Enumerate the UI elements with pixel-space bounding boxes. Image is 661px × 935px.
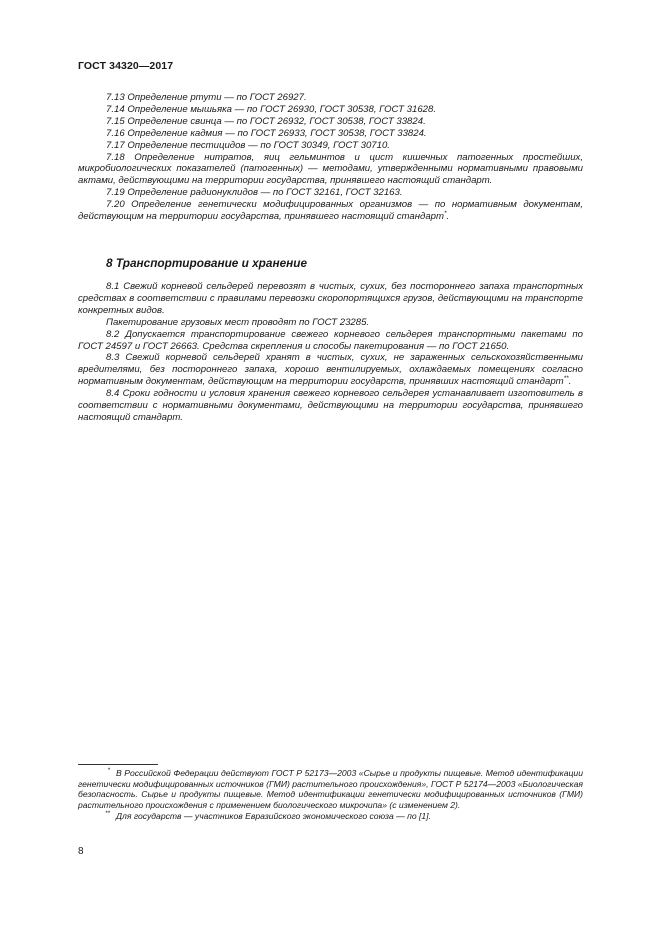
paragraph-8-3 [78,352,583,388]
item-7-17: 7.17 Определение пестицидов — по ГОСТ 30349, ГОСТ 30710. [106,139,390,151]
footnote-ref-1[interactable]: * [443,209,447,217]
footnote-divider [78,764,158,765]
footnote-1: * В Российской Федерации действуют ГОСТ Р 52173—2003 «Сырье и продукты пищевые. Метод идентификации генетически модифицированных источников (ГМИ) растительного происхождения», ГОСТ Р 52174—2003 «Биологическая безопасность. Сырье и продукты пищевые. Метод идентификации генетически модифицированных источников (ГМИ) растительного происхождения с применением биологического микрочипа» (с изменением 2). [78,767,583,811]
item-7-20-tail: . [446,211,450,223]
footnote-2: ** Для государств — участников Евразийского экономического союза — по [1]. [104,809,431,821]
paragraph-8-3-tail: . [568,376,572,388]
item-7-15: 7.15 Определение свинца — по ГОСТ 26932, ГОСТ 30538, ГОСТ 33824. [106,115,426,127]
footnote-2-text: Для государств — участников Евразийского экономического союза — по [1]. [116,810,431,821]
footnotes [78,768,583,822]
footnote-1-text: В Российской Федерации действуют ГОСТ Р 52173—2003 «Сырье и продукты пищевые. Метод идентификации генетически модифицированных источников (ГМИ) растительного происхождения», ГОСТ Р 52174—2003 «Биологическая безопасность. Сырье и продукты пищевые. Метод идентификации генетически модифицированных источников (ГМИ) растительного происхождения с применением биологического микрочипа» (с изменением 2). [78,768,583,811]
item-7-19: 7.19 Определение радионуклидов — по ГОСТ 32161, ГОСТ 32163. [106,187,403,199]
item-7-13: 7.13 Определение ртути — по ГОСТ 26927. [106,92,307,103]
item-7-16: 7.16 Определение кадмия — по ГОСТ 26933, ГОСТ 30538, ГОСТ 33824. [106,127,427,139]
item-7-14: 7.14 Определение мышьяка — по ГОСТ 26930, ГОСТ 30538, ГОСТ 31628. [106,103,437,115]
footnote-ref-2[interactable]: ** [563,375,569,383]
section-7-continuation [78,92,583,223]
paragraph-8-1: 8.1 Свежий корневой сельдерей перевозят в чистых, сухих, без постороннего запаха транспортных средствах в соответствии с правилами перевозки скоропортящихся грузов, действующими на транспорте конкретных видов. [78,281,583,316]
section-8-title: 8 Транспортирование и хранение [106,256,308,270]
item-7-18: 7.18 Определение нитратов, яиц гельминтов и цист кишечных патогенных простейших, микробиологических показателей (патогенных) — методами, утвержденными нормативными правовыми актами, действующими на территории государства, принявшего настоящий стандарт. [78,151,583,187]
section-8-body [78,281,583,424]
document-header: ГОСТ 34320—2017 [78,60,174,72]
paragraph-8-2: 8.2 Допускается транспортирование свежего корневого сельдерея транспортными пакетами по ГОСТ 24597 и ГОСТ 26663. Средства скрепления и способы пакетирования — по ГОСТ 21650. [78,328,583,352]
page-number: 8 [78,846,84,857]
paragraph-8-4: 8.4 Сроки годности и условия хранения свежего корневого сельдерея устанавливает изготовитель в соответствии с нормативными документами, действующими на территории государства, принявшего настоящий стандарт. [78,388,583,423]
item-7-20-text: 7.20 Определение генетически модифицированных организмов — по нормативным документам, действующим на территории государства, принявшего настоящий стандарт [78,199,583,223]
paragraph-8-3-text: 8.3 Свежий корневой сельдерей хранят в чистых, сухих, не зараженных сельскохозяйственными вредителями, без постороннего запаха, хорошо вентилируемых, охлаждаемых помещениях согласно нормативным документам, действующим на территории государств, принявших настоящий стандарт [78,352,583,388]
paragraph-packaging: Пакетирование грузовых мест проводят по ГОСТ 23285. [106,316,370,328]
item-7-20 [78,199,583,223]
